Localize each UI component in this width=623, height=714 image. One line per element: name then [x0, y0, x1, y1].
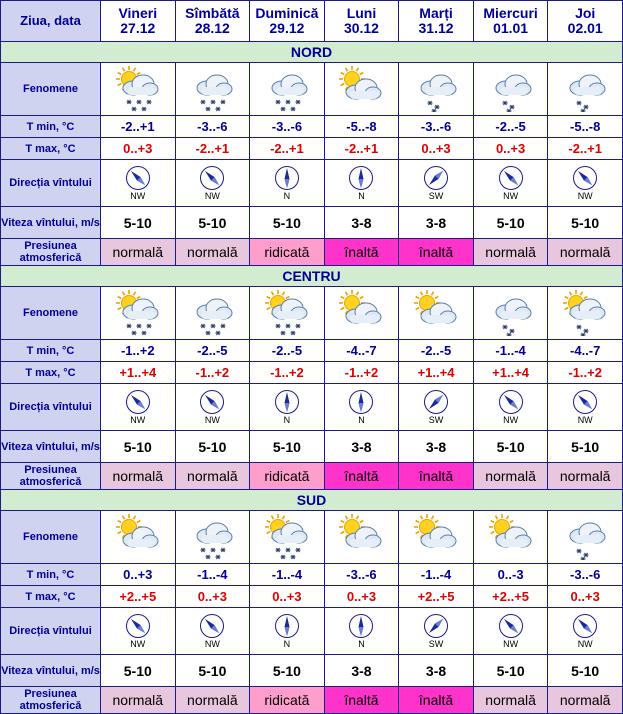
wind-speed-value: 3-8 — [399, 207, 474, 239]
wind-direction-label: SW — [428, 639, 444, 649]
tmax-value: -1..+2 — [324, 362, 399, 384]
wind-direction-row — [1, 384, 623, 431]
wind-direction-cell — [250, 160, 325, 207]
row-label-wind-speed: Viteza vîntului, m/s — [1, 431, 101, 463]
wind-direction-cell — [250, 608, 325, 655]
weather-icon-cell — [175, 287, 250, 340]
day-header — [175, 1, 250, 42]
tmin-value: -3..-6 — [250, 116, 325, 138]
day-name: Duminică — [255, 5, 319, 21]
wind-direction-cell — [548, 608, 623, 655]
row-label-wind-direction: Direcția vîntului — [1, 608, 101, 655]
day-name: Joi — [575, 5, 596, 21]
sun-cloud-snow-icon — [115, 290, 161, 336]
day-name: Vineri — [118, 5, 158, 21]
pressure-value: normală — [548, 239, 623, 266]
tmin-value: -5..-8 — [548, 116, 623, 138]
wind-compass-icon — [199, 165, 225, 191]
tmax-value: 0..+3 — [399, 138, 474, 160]
tmin-value: -1..-4 — [399, 564, 474, 586]
row-label-wind-direction: Direcția vîntului — [1, 384, 101, 431]
wind-speed-value: 5-10 — [548, 207, 623, 239]
tmax-value: 0..+3 — [175, 586, 250, 608]
wind-speed-value: 5-10 — [548, 431, 623, 463]
cloud-snow-icon — [264, 66, 310, 112]
pressure-value: normală — [473, 687, 548, 714]
wind-speed-value: 5-10 — [250, 431, 325, 463]
pressure-value: ridicată — [250, 463, 325, 490]
wind-direction-cell — [175, 608, 250, 655]
day-date: 28.12 — [194, 20, 230, 36]
weather-icon-cell — [101, 287, 176, 340]
day-name: Miercuri — [483, 5, 538, 21]
wind-compass-icon — [274, 389, 300, 415]
weather-icon-cell — [548, 511, 623, 564]
tmin-value: 0..+3 — [101, 564, 176, 586]
sun-cloud-icon — [413, 290, 459, 336]
weather-icon-cell — [324, 63, 399, 116]
wind-direction-cell — [324, 608, 399, 655]
wind-speed-value: 5-10 — [250, 207, 325, 239]
weather-icon-cell — [548, 63, 623, 116]
wind-direction-label: N — [358, 415, 365, 425]
wind-speed-value: 3-8 — [324, 655, 399, 687]
day-header — [101, 1, 176, 42]
tmin-value: -3..-6 — [399, 116, 474, 138]
header-label: Ziua, data — [1, 1, 101, 42]
tmax-value: 0..+3 — [473, 138, 548, 160]
wind-direction-label: NW — [503, 191, 519, 201]
wind-direction-label: NW — [577, 191, 593, 201]
wind-speed-row — [1, 655, 623, 687]
wind-direction-cell — [399, 384, 474, 431]
pressure-row — [1, 687, 623, 714]
weather-icon-cell — [250, 63, 325, 116]
wind-direction-label: NW — [577, 415, 593, 425]
tmin-value: -2..+1 — [101, 116, 176, 138]
weather-icon-cell — [250, 511, 325, 564]
wind-direction-label: N — [283, 415, 291, 425]
wind-compass-icon — [125, 613, 151, 639]
row-label-tmax: T max, °C — [1, 586, 101, 608]
day-header — [250, 1, 325, 42]
sun-cloud-icon — [413, 514, 459, 560]
sun-cloud-snow-icon — [115, 66, 161, 112]
row-label-tmin: T min, °C — [1, 116, 101, 138]
tmin-value: -1..+2 — [101, 340, 176, 362]
wind-speed-row — [1, 431, 623, 463]
row-label-wind-speed: Viteza vîntului, m/s — [1, 655, 101, 687]
tmax-value: 0..+3 — [324, 586, 399, 608]
wind-compass-icon — [423, 389, 449, 415]
wind-direction-label: NW — [503, 415, 519, 425]
weather-icon-cell — [473, 511, 548, 564]
tmax-value: -2..+1 — [175, 138, 250, 160]
weather-icon-cell — [548, 287, 623, 340]
wind-direction-label: N — [283, 191, 291, 201]
row-label-tmin: T min, °C — [1, 340, 101, 362]
wind-direction-label: NW — [204, 415, 220, 425]
pressure-value: normală — [101, 463, 176, 490]
row-label-fenomene: Fenomene — [1, 63, 101, 116]
row-label-tmin: T min, °C — [1, 564, 101, 586]
tmin-value: -2..-5 — [250, 340, 325, 362]
tmax-row — [1, 138, 623, 160]
tmax-value: 0..+3 — [548, 586, 623, 608]
wind-compass-icon — [125, 165, 151, 191]
wind-direction-cell — [324, 384, 399, 431]
wind-compass-icon — [498, 165, 524, 191]
tmax-value: +2..+5 — [101, 586, 176, 608]
tmin-value: -3..-6 — [324, 564, 399, 586]
cloud-snow-icon — [189, 66, 235, 112]
row-label-pressure: Presiunea atmosferică — [1, 463, 101, 490]
tmin-row — [1, 116, 623, 138]
day-date: 31.12 — [418, 20, 454, 36]
wind-direction-cell — [175, 384, 250, 431]
tmin-value: -2..-5 — [399, 340, 474, 362]
tmin-value: -4..-7 — [324, 340, 399, 362]
day-header — [473, 1, 548, 42]
weather-icon-cell — [399, 63, 474, 116]
wind-direction-cell — [101, 160, 176, 207]
wind-direction-label: N — [358, 191, 365, 201]
tmax-row — [1, 362, 623, 384]
pressure-value: înaltă — [324, 687, 399, 714]
day-name: Marți — [419, 5, 453, 21]
wind-compass-icon — [125, 389, 151, 415]
wind-direction-row — [1, 160, 623, 207]
wind-speed-value: 5-10 — [548, 655, 623, 687]
wind-direction-cell — [101, 608, 176, 655]
tmin-value: -5..-8 — [324, 116, 399, 138]
tmin-value: -3..-6 — [175, 116, 250, 138]
pressure-value: normală — [175, 687, 250, 714]
wind-compass-icon — [572, 389, 598, 415]
region-header-row — [1, 42, 623, 63]
tmax-value: +1..+4 — [101, 362, 176, 384]
day-header — [548, 1, 623, 42]
wind-direction-label: SW — [428, 191, 444, 201]
wind-direction-cell — [548, 384, 623, 431]
row-label-tmax: T max, °C — [1, 138, 101, 160]
pressure-row — [1, 463, 623, 490]
region-name: SUD — [1, 490, 623, 511]
wind-compass-icon — [423, 613, 449, 639]
pressure-value: normală — [175, 463, 250, 490]
cloud-snow-icon — [189, 514, 235, 560]
wind-speed-value: 5-10 — [175, 431, 250, 463]
pressure-value: înaltă — [399, 463, 474, 490]
wind-direction-label: NW — [204, 191, 220, 201]
row-label-fenomene: Fenomene — [1, 511, 101, 564]
pressure-value: normală — [548, 687, 623, 714]
wind-direction-label: NW — [130, 415, 146, 425]
pressure-value: normală — [175, 239, 250, 266]
wind-compass-icon — [199, 613, 225, 639]
sun-cloud-snow-icon — [264, 514, 310, 560]
tmin-value: -1..-4 — [473, 340, 548, 362]
tmax-value: +2..+5 — [399, 586, 474, 608]
region-name: NORD — [1, 42, 623, 63]
tmax-value: -2..+1 — [324, 138, 399, 160]
wind-speed-value: 5-10 — [101, 655, 176, 687]
pressure-value: normală — [101, 687, 176, 714]
wind-direction-cell — [399, 160, 474, 207]
header-row — [1, 1, 623, 42]
wind-compass-icon — [498, 389, 524, 415]
weather-icon-cell — [175, 63, 250, 116]
wind-direction-cell — [101, 384, 176, 431]
cloud-snow-light-icon — [562, 66, 608, 112]
tmin-value: 0..-3 — [473, 564, 548, 586]
tmin-row — [1, 340, 623, 362]
wind-compass-icon — [199, 389, 225, 415]
wind-compass-icon — [572, 613, 598, 639]
wind-speed-value: 5-10 — [101, 207, 176, 239]
wind-speed-value: 3-8 — [399, 431, 474, 463]
wind-speed-value: 3-8 — [324, 431, 399, 463]
region-header-row — [1, 266, 623, 287]
wind-direction-cell — [548, 160, 623, 207]
wind-direction-cell — [250, 384, 325, 431]
weather-icon-cell — [250, 287, 325, 340]
sun-cloud-icon — [488, 514, 534, 560]
wind-compass-icon — [348, 389, 374, 415]
row-label-tmax: T max, °C — [1, 362, 101, 384]
pressure-value: normală — [473, 463, 548, 490]
cloud-snow-light-icon — [562, 514, 608, 560]
wind-direction-cell — [473, 608, 548, 655]
wind-compass-icon — [274, 165, 300, 191]
weather-icon-cell — [399, 511, 474, 564]
tmax-value: -1..+2 — [548, 362, 623, 384]
tmax-row — [1, 586, 623, 608]
tmax-value: -2..+1 — [548, 138, 623, 160]
row-label-pressure: Presiunea atmosferică — [1, 687, 101, 714]
weather-icon-cell — [101, 511, 176, 564]
tmin-value: -1..-4 — [175, 564, 250, 586]
day-date: 30.12 — [343, 20, 379, 36]
wind-speed-value: 5-10 — [101, 431, 176, 463]
tmax-value: -1..+2 — [250, 362, 325, 384]
day-date: 27.12 — [120, 20, 156, 36]
pressure-row — [1, 239, 623, 266]
wind-speed-value: 5-10 — [473, 431, 548, 463]
tmax-value: 0..+3 — [101, 138, 176, 160]
tmin-value: -2..-5 — [473, 116, 548, 138]
row-label-wind-speed: Viteza vîntului, m/s — [1, 207, 101, 239]
region-name: CENTRU — [1, 266, 623, 287]
weather-icon-cell — [324, 511, 399, 564]
wind-compass-icon — [348, 613, 374, 639]
day-name: Sîmbătă — [185, 5, 240, 21]
row-label-pressure: Presiunea atmosferică — [1, 239, 101, 266]
pressure-value: înaltă — [324, 463, 399, 490]
wind-direction-label: SW — [428, 415, 444, 425]
wind-direction-label: N — [283, 639, 291, 649]
pressure-value: normală — [548, 463, 623, 490]
pressure-value: înaltă — [399, 239, 474, 266]
tmax-value: 0..+3 — [250, 586, 325, 608]
sun-cloud-icon — [338, 514, 384, 560]
sun-cloud-snow-icon — [264, 290, 310, 336]
weather-icon-cell — [473, 287, 548, 340]
wind-speed-row — [1, 207, 623, 239]
day-header — [324, 1, 399, 42]
pressure-value: ridicată — [250, 239, 325, 266]
tmin-value: -4..-7 — [548, 340, 623, 362]
tmax-value: +2..+5 — [473, 586, 548, 608]
wind-direction-label: NW — [130, 191, 146, 201]
wind-compass-icon — [348, 165, 374, 191]
day-date: 02.01 — [567, 20, 603, 36]
pressure-value: normală — [101, 239, 176, 266]
tmin-row — [1, 564, 623, 586]
wind-compass-icon — [498, 613, 524, 639]
pressure-value: înaltă — [399, 687, 474, 714]
tmax-value: -2..+1 — [250, 138, 325, 160]
fenomene-row — [1, 287, 623, 340]
sun-cloud-icon — [115, 514, 161, 560]
wind-speed-value: 5-10 — [175, 655, 250, 687]
row-label-fenomene: Fenomene — [1, 287, 101, 340]
weather-icon-cell — [101, 63, 176, 116]
tmax-value: +1..+4 — [399, 362, 474, 384]
wind-speed-value: 5-10 — [250, 655, 325, 687]
row-label-wind-direction: Direcția vîntului — [1, 160, 101, 207]
pressure-value: înaltă — [324, 239, 399, 266]
day-header — [399, 1, 474, 42]
pressure-value: normală — [473, 239, 548, 266]
wind-compass-icon — [572, 165, 598, 191]
weather-icon-cell — [324, 287, 399, 340]
weather-icon-cell — [399, 287, 474, 340]
wind-direction-label: NW — [130, 639, 146, 649]
wind-direction-label: NW — [204, 639, 220, 649]
wind-speed-value: 5-10 — [473, 207, 548, 239]
wind-speed-value: 5-10 — [473, 655, 548, 687]
region-header-row — [1, 490, 623, 511]
pressure-value: ridicată — [250, 687, 325, 714]
wind-direction-cell — [324, 160, 399, 207]
wind-compass-icon — [423, 165, 449, 191]
sun-cloud-snow-light-icon — [562, 290, 608, 336]
cloud-snow-icon — [189, 290, 235, 336]
cloud-snow-light-icon — [488, 66, 534, 112]
tmin-value: -1..-4 — [250, 564, 325, 586]
wind-speed-value: 5-10 — [175, 207, 250, 239]
weather-icon-cell — [175, 511, 250, 564]
wind-direction-label: NW — [503, 639, 519, 649]
day-name: Luni — [346, 5, 377, 21]
wind-direction-cell — [175, 160, 250, 207]
wind-direction-label: NW — [577, 639, 593, 649]
cloud-snow-light-icon — [413, 66, 459, 112]
tmax-value: +1..+4 — [473, 362, 548, 384]
wind-speed-value: 3-8 — [399, 655, 474, 687]
fenomene-row — [1, 511, 623, 564]
sun-cloud-icon — [338, 66, 384, 112]
wind-speed-value: 3-8 — [324, 207, 399, 239]
tmax-value: -1..+2 — [175, 362, 250, 384]
wind-direction-cell — [473, 160, 548, 207]
wind-compass-icon — [274, 613, 300, 639]
tmin-value: -2..-5 — [175, 340, 250, 362]
wind-direction-cell — [399, 608, 474, 655]
cloud-snow-light-icon — [488, 290, 534, 336]
wind-direction-cell — [473, 384, 548, 431]
fenomene-row — [1, 63, 623, 116]
sun-cloud-icon — [338, 290, 384, 336]
wind-direction-label: N — [358, 639, 365, 649]
day-date: 01.01 — [493, 20, 529, 36]
day-date: 29.12 — [269, 20, 305, 36]
wind-direction-row — [1, 608, 623, 655]
weather-icon-cell — [473, 63, 548, 116]
tmin-value: -3..-6 — [548, 564, 623, 586]
